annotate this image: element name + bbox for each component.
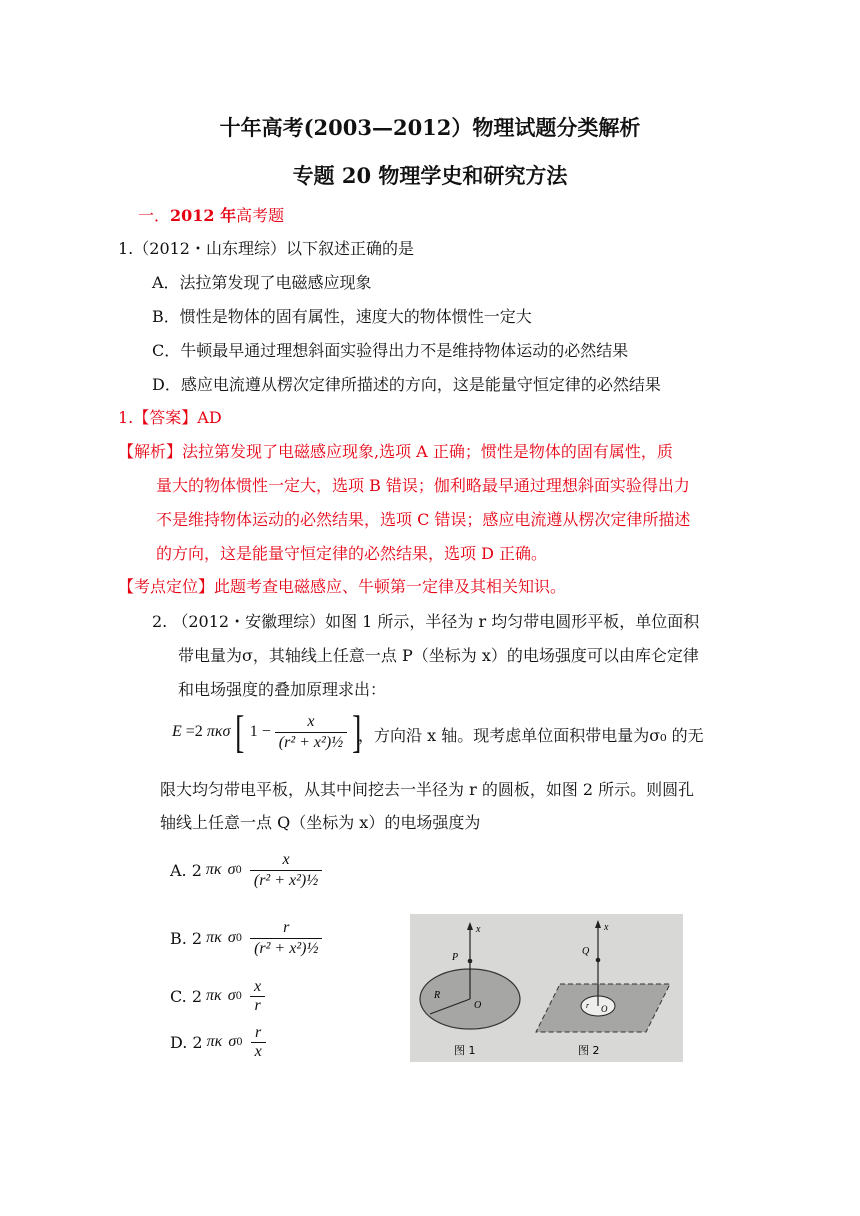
q1-kaodian: 【考点定位】此题考查电磁感应、牛顿第一定律及其相关知识。 — [118, 577, 567, 596]
q2-option-b — [170, 916, 322, 960]
q1-option-a: A．法拉第发现了电磁感应现象 — [152, 273, 372, 292]
option-num: x — [250, 850, 322, 871]
option-sigma-sub: 0 — [235, 864, 242, 876]
q1-stem: 1.（2012・山东理综）以下叙述正确的是 — [118, 239, 414, 258]
q1-option-d: D．感应电流遵从楞次定律所描述的方向，这是能量守恒定律的必然结果 — [152, 375, 661, 394]
q2-stem-line: 2. （2012・安徽理综）如图 1 所示，半径为 r 均匀带电圆形平板，单位面积 — [152, 612, 700, 631]
option-num: r — [250, 918, 322, 939]
q2-option-a — [170, 848, 322, 892]
option-sigma: σ — [227, 929, 236, 946]
formula-den: (r² + x²)½ — [278, 733, 344, 751]
option-num: r — [251, 1024, 266, 1043]
formula-bracket-left: [ — [235, 706, 245, 757]
figure-svg — [410, 914, 683, 1062]
option-sigma: σ — [227, 861, 236, 878]
formula-one: 1 − — [249, 723, 271, 740]
section-suffix: 高考题 — [236, 206, 285, 225]
option-fraction — [251, 1024, 266, 1061]
option-den: (r² + x²)½ — [253, 871, 319, 889]
option-sigma-sub: 0 — [235, 990, 242, 1002]
fig2-r-label: r — [586, 1001, 590, 1010]
fig2-o-label: O — [601, 1004, 608, 1014]
fig1-axis-label: x — [476, 924, 481, 935]
formula-e: E — [172, 723, 182, 740]
option-sigma: σ — [227, 987, 236, 1004]
option-pikappa: πκ — [205, 861, 222, 878]
q1-answer: 1.【答案】AD — [118, 408, 222, 427]
q2-cont-line: 轴线上任意一点 Q（坐标为 x）的电场强度为 — [160, 813, 481, 832]
fig2-q-label: Q — [582, 946, 590, 957]
section-prefix: 一． — [138, 206, 171, 225]
option-den: x — [254, 1042, 262, 1060]
option-fraction — [250, 978, 265, 1015]
formula-num: x — [275, 712, 347, 733]
title-line-1: 十年高考(2003—2012）物理试题分类解析 — [219, 115, 641, 140]
formula-pikappasigma: πκσ — [206, 723, 231, 740]
fig1-caption: 图 1 — [454, 1044, 476, 1057]
section-heading — [138, 203, 284, 226]
option-label: B. 2 — [170, 928, 203, 948]
q2-cont-line: 限大均匀带电平板，从其中间挖去一半径为 r 的圆板，如图 2 所示。则圆孔 — [160, 780, 695, 799]
formula-fraction — [275, 712, 347, 753]
q1-analysis-line: 【解析】法拉第发现了电磁感应现象,选项 A 正确；惯性是物体的固有属性，质 — [118, 442, 673, 461]
section-year: 2012 年 — [170, 206, 237, 225]
q1-option-c: C．牛顿最早通过理想斜面实验得出力不是维持物体运动的必然结果 — [152, 341, 629, 360]
option-den: (r² + x²)½ — [254, 939, 319, 957]
title-line-2: 专题 20 物理学史和研究方法 — [292, 163, 568, 188]
field-formula — [172, 703, 366, 761]
option-pikappa: πκ — [206, 929, 222, 946]
formula-tail: ，方向沿 x 轴。现考虑单位面积带电量为σ₀ 的无 — [358, 726, 704, 745]
q2-stem-line: 和电场强度的叠加原理求出： — [178, 680, 387, 699]
fig1-r-label: R — [434, 990, 441, 1001]
formula-bracket-right: ] — [352, 706, 362, 757]
figure-image — [410, 914, 683, 1062]
option-den: r — [254, 996, 261, 1014]
fig1-p-label: P — [452, 952, 459, 963]
option-label: D. 2 — [170, 1032, 203, 1052]
option-sigma-sub: 0 — [236, 1036, 243, 1048]
option-pikappa: πκ — [206, 1033, 223, 1050]
q1-analysis-line: 量大的物体惯性一定大，选项 B 错误；伽利略最早通过理想斜面实验得出力 — [156, 476, 690, 495]
fig2-axis-label: x — [604, 922, 609, 933]
q1-option-b: B．惯性是物体的固有属性，速度大的物体惯性一定大 — [152, 307, 532, 326]
option-label: A. 2 — [170, 860, 202, 880]
q2-option-d — [170, 1022, 266, 1062]
option-label: C. 2 — [170, 986, 203, 1006]
q1-analysis-line: 的方向，这是能量守恒定律的必然结果，选项 D 正确。 — [156, 544, 548, 563]
option-sigma: σ — [228, 1033, 237, 1050]
q2-option-c — [170, 976, 265, 1016]
option-num: x — [250, 978, 265, 997]
formula-eq: =2 — [185, 723, 203, 740]
option-fraction — [250, 850, 322, 891]
fig2-caption: 图 2 — [578, 1044, 600, 1057]
q1-analysis-line: 不是维持物体运动的必然结果，选项 C 错误；感应电流遵从楞次定律所描述 — [156, 510, 691, 529]
option-fraction — [250, 918, 322, 959]
option-sigma-sub: 0 — [235, 932, 243, 944]
q2-stem-line: 带电量为σ，其轴线上任意一点 P（坐标为 x）的电场强度可以由库仑定律 — [178, 646, 699, 665]
option-pikappa: πκ — [206, 987, 222, 1004]
fig1-o-label: O — [474, 1000, 482, 1011]
